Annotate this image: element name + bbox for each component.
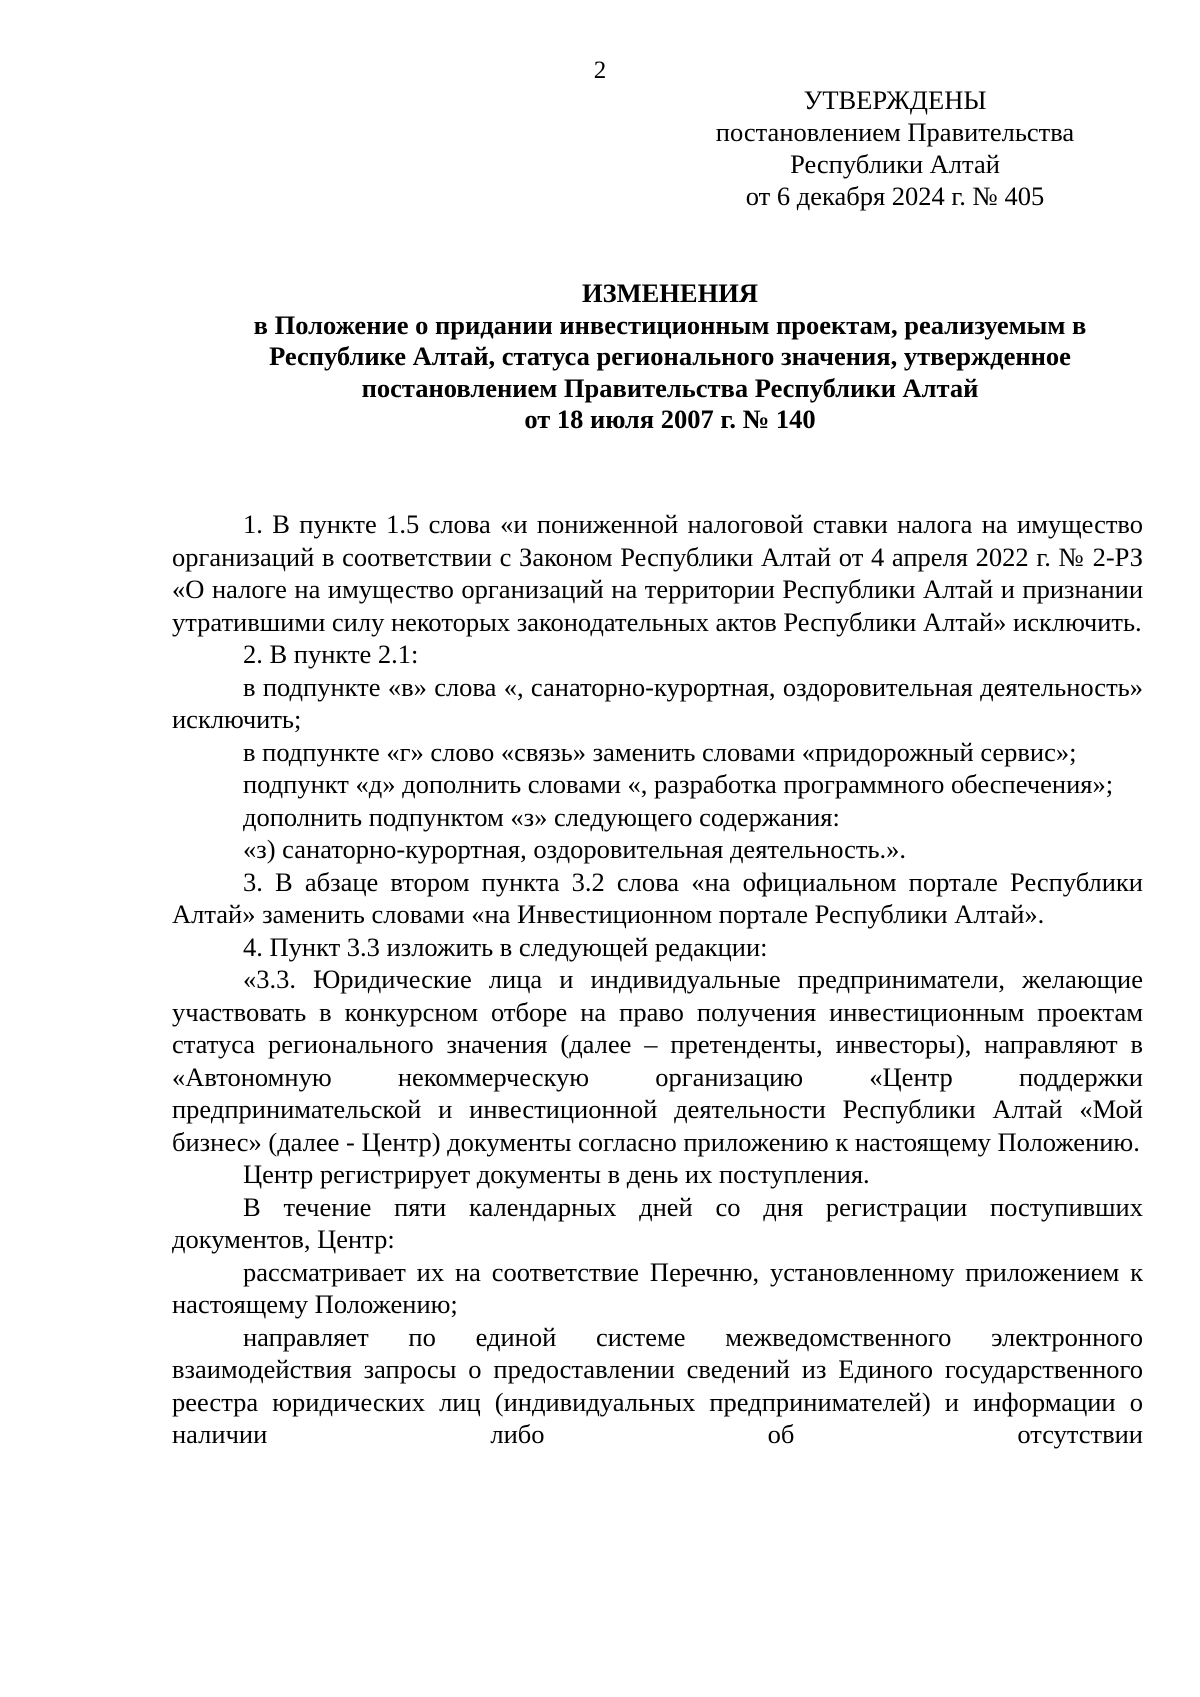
title-line: от 18 июля 2007 г. № 140 (524, 404, 816, 434)
approval-region: Республики Алтай (790, 149, 1000, 179)
paragraph: «3.3. Юридические лица и индивидуальные предприниматели, желающие участвовать в конкурсном отборе на право получения инвестиционным проектам статуса регионального значения (далее – претенденты, инвесторы), направляют в «Автономную некоммерческую организацию «Центр поддержки предпринимательской и инвестиционной деятельности Республики Алтай «Мой бизнес» (далее - Центр) документы согласно приложению к настоящему Положению. (172, 964, 1143, 1157)
paragraph: подпункт «д» дополнить словами «, разработка программного обеспечения»; (243, 769, 1114, 799)
paragraph: рассматривает их на соответствие Перечню, установленному приложением к настоящему Положению; (172, 1256, 1143, 1319)
paragraph: Центр регистрирует документы в день их поступления. (243, 1159, 870, 1189)
title-line: Республике Алтай, статуса регионального значения, утвержденное (269, 341, 1071, 371)
paragraph: 3. В абзаце втором пункта 3.2 слова «на официальном портале Республики Алтай» заменить словами «на Инвестиционном портале Республики Алтай». (172, 866, 1143, 929)
title-line: постановлением Правительства Республики Алтай (361, 372, 979, 403)
approval-heading: УТВЕРЖДЕНЫ (803, 85, 987, 115)
paragraph: В течение пяти календарных дней со дня регистрации поступивших документов, Центр: (172, 1191, 1143, 1254)
paragraph: 2. В пункте 2.1: (243, 639, 419, 669)
paragraph: в подпункте «г» слово «связь» заменить словами «придорожный сервис»; (243, 736, 1077, 767)
paragraph: 4. Пункт 3.3 изложить в следующей редакции: (243, 931, 768, 962)
approval-date: от 6 декабря 2024 г. № 405 (745, 181, 1045, 211)
paragraph: 1. В пункте 1.5 слова «и пониженной налоговой ставки налога на имущество организаций в соответствии с Законом Республики Алтай от 4 апреля 2022 г. № 2-РЗ «О налоге на имущество организаций на территории Республики Алтай и признании утратившими силу некоторых законодательных актов Республики Алтай» исключить. (172, 509, 1143, 637)
page-number: 2 (593, 57, 607, 84)
paragraph: дополнить подпунктом «з» следующего содержания: (243, 801, 840, 832)
document-title (170, 278, 1170, 436)
document-body (172, 508, 1143, 1451)
paragraph: «з) санаторно-курортная, оздоровительная деятельность.». (243, 834, 907, 864)
title-heading: ИЗМЕНЕНИЯ (582, 278, 758, 308)
title-line: в Положение о придании инвестиционным проектам, реализуемым в (253, 309, 1087, 340)
approval-stamp (680, 84, 1110, 212)
approval-authority: постановлением Правительства (715, 117, 1075, 147)
paragraph: в подпункте «в» слова «, санаторно-курортная, оздоровительная деятельность» исключить; (172, 671, 1143, 734)
paragraph: направляет по единой системе межведомственного электронного взаимодействия запросы о предоставлении сведений из Единого государственного реестра юридических лиц (индивидуальных предпринимателей) и информации о наличии либо об отсутствии (172, 1321, 1143, 1449)
